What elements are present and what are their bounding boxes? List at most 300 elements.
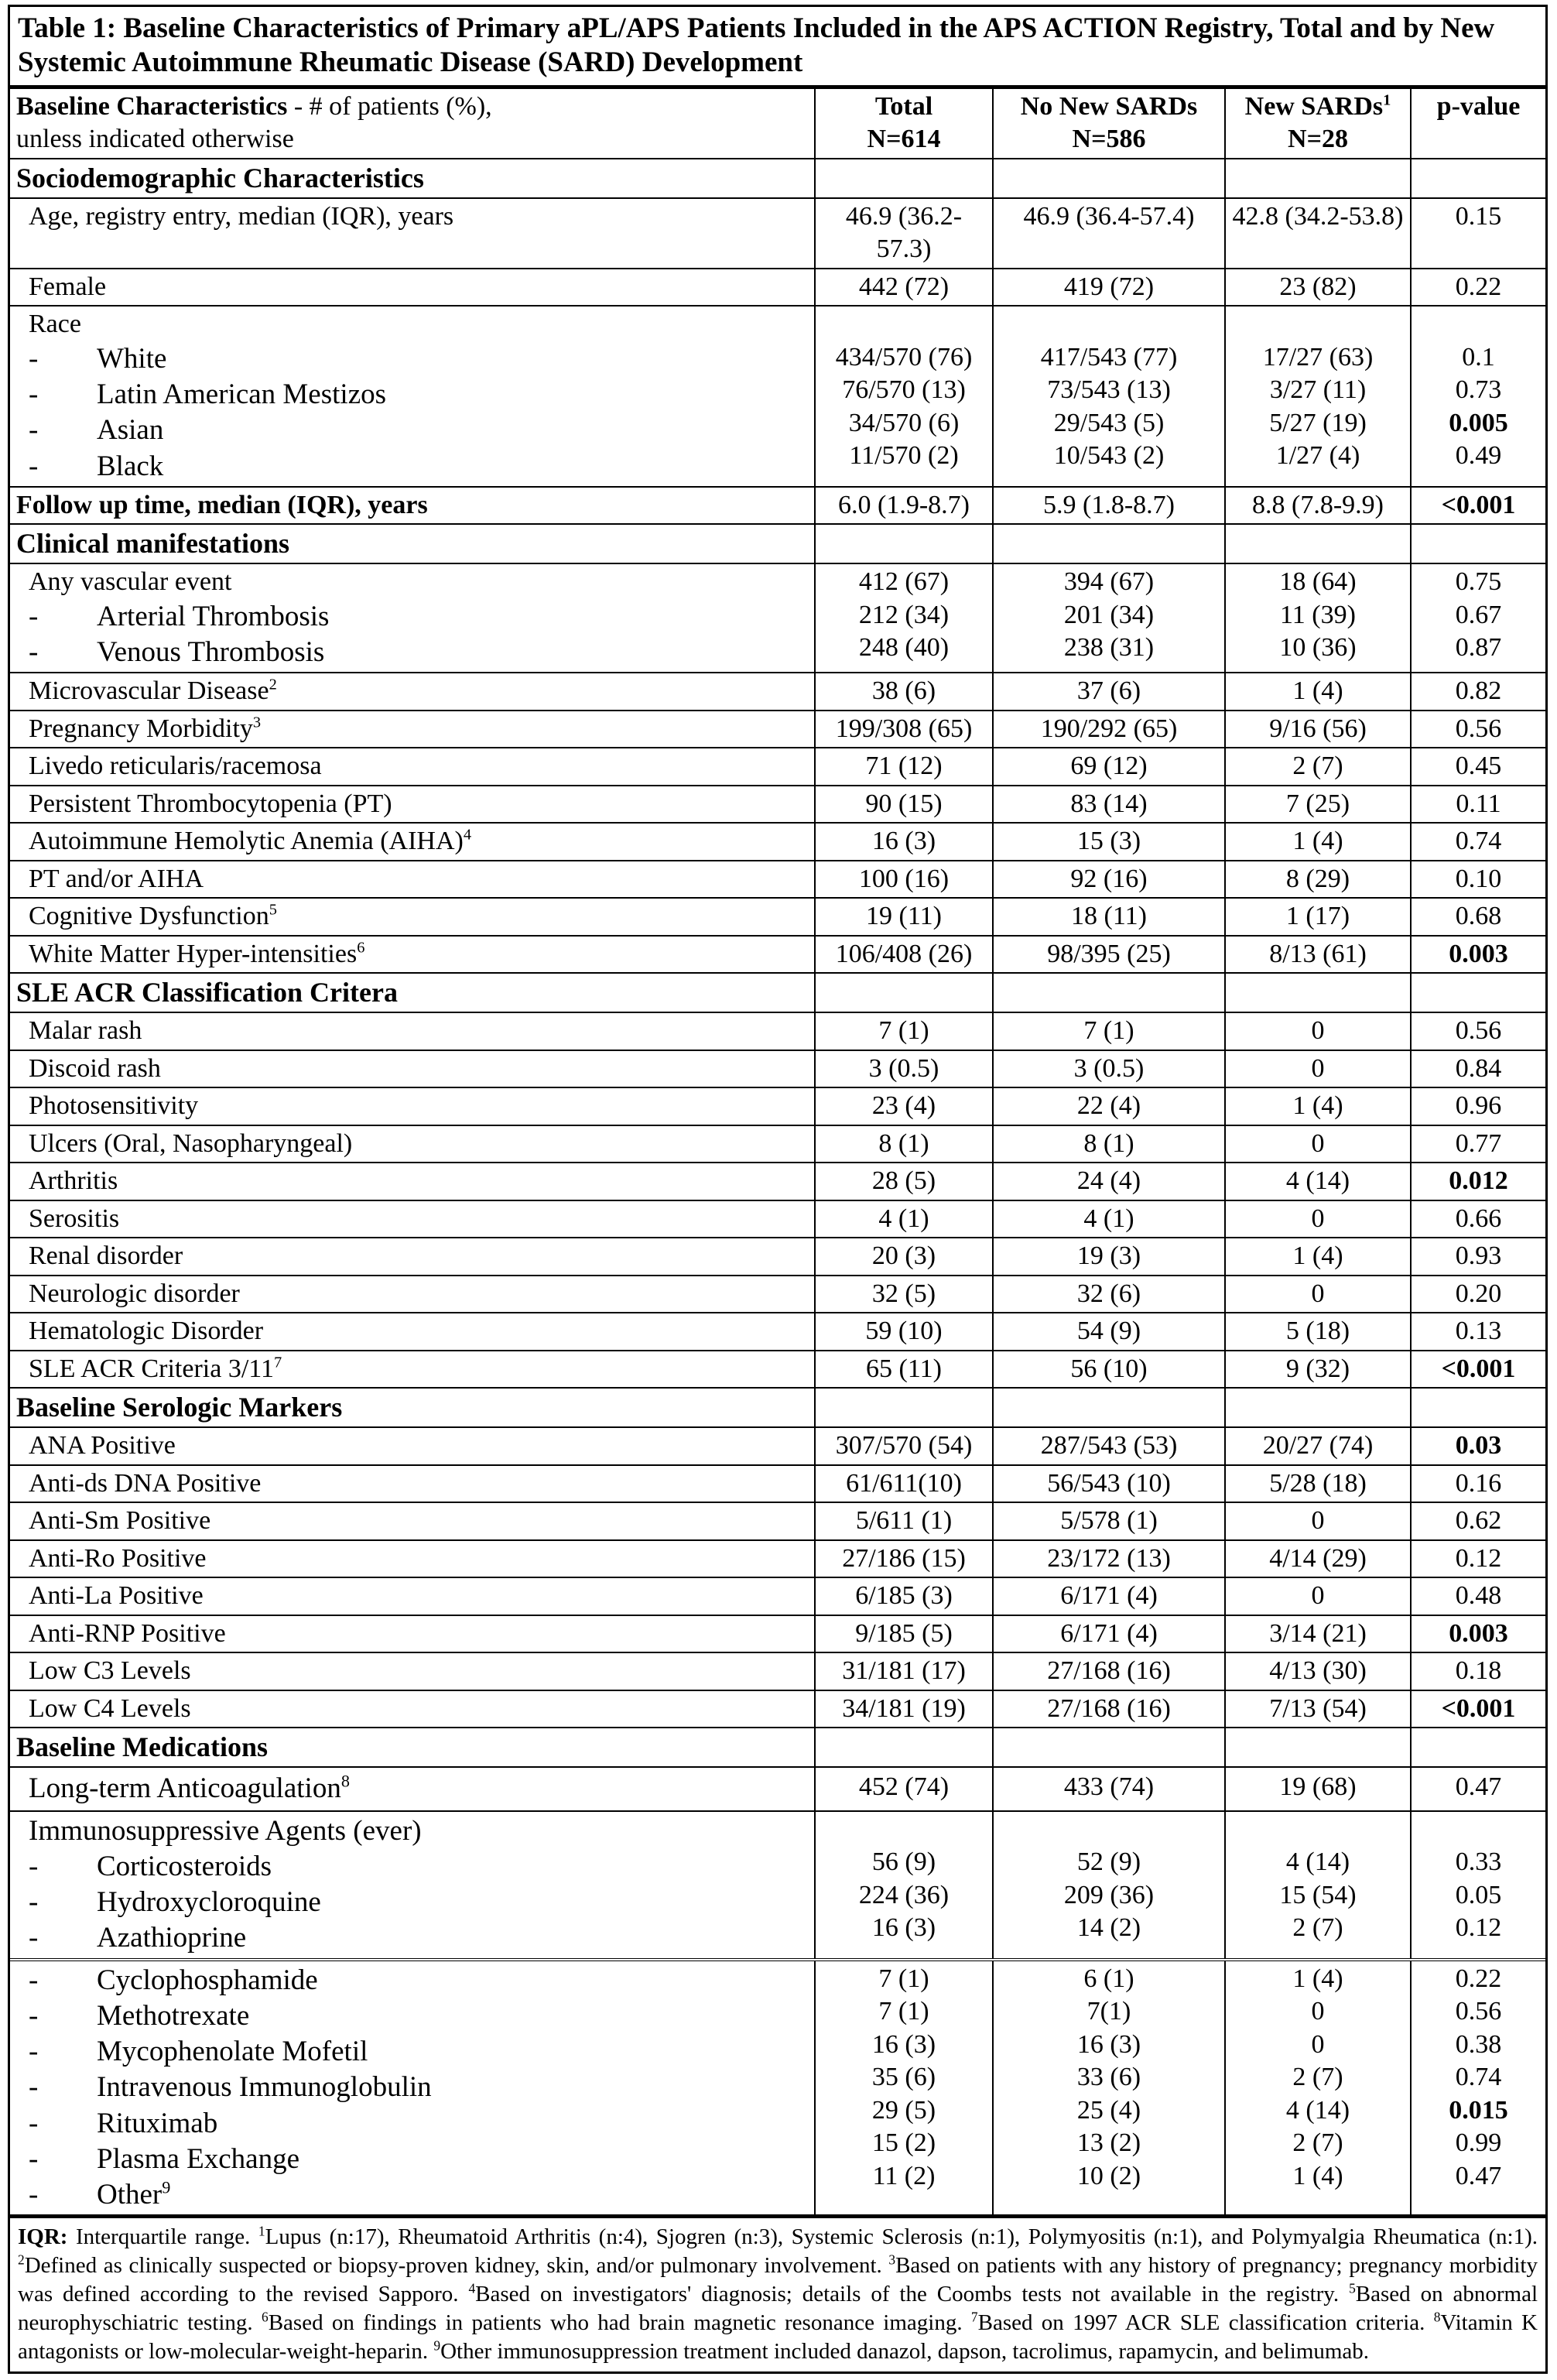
section-serologic: Baseline Serologic Markers (10, 1388, 815, 1427)
row-label-text: Asian (97, 414, 164, 447)
cell-no-new: 27/168 (16) (993, 1690, 1225, 1728)
footnote-mark: 4 (468, 2280, 476, 2296)
row-label-text: Low C3 Levels (29, 1656, 191, 1686)
cell-value: 1 (4) (1292, 2161, 1343, 2190)
cell-value: 1/27 (4) (1275, 441, 1360, 471)
cell-no-new: 419 (72) (993, 269, 1225, 306)
cell-no-new: 5.9 (1.8-8.7) (993, 487, 1225, 525)
section-medications: Baseline Medications (10, 1728, 815, 1767)
cell-no-new: 8 (1) (993, 1125, 1225, 1163)
header-total-label: Total (874, 91, 933, 121)
baseline-table (10, 87, 1545, 974)
footnote-term: IQR: (18, 2224, 68, 2250)
cell-total: 90 (15) (815, 786, 993, 824)
cell-value: 5/27 (19) (1269, 408, 1367, 437)
table-row (10, 861, 1545, 899)
row-label-text: Venous Thrombosis (97, 636, 325, 669)
cell-new: 1 (4) (1225, 1087, 1411, 1125)
cell-p-value: 0.22 (1411, 269, 1545, 306)
cell-no-new (993, 563, 1225, 673)
cell-new: 0 (1225, 1125, 1411, 1163)
cell-spacer (822, 1813, 986, 1847)
cell-total: 5/611 (1) (815, 1502, 993, 1540)
footnote-mark: 8 (340, 1771, 350, 1791)
table-row-race (10, 306, 1545, 487)
footnote-mark: 2 (18, 2252, 25, 2268)
cell-no-new: 18 (11) (993, 898, 1225, 936)
cell-p-value: 0.66 (1411, 1200, 1545, 1238)
cell-new: 20/27 (74) (1225, 1427, 1411, 1465)
cell-value: 16 (3) (871, 1913, 936, 1943)
group-heading: Race (29, 310, 81, 339)
cell-new: 23 (82) (1225, 269, 1411, 306)
cell-no-new: 3 (0.5) (993, 1050, 1225, 1088)
row-label-text: Other (97, 2179, 163, 2211)
cell-new: 2 (7) (1225, 748, 1411, 786)
row-label (10, 1577, 815, 1615)
cell-value: 2 (7) (1292, 2128, 1343, 2158)
cell-value: 73/543 (13) (1047, 375, 1171, 405)
cell-p-value: 0.10 (1411, 861, 1545, 899)
cell-spacer (1232, 1813, 1404, 1847)
cell-total: 3 (0.5) (815, 1050, 993, 1088)
sub-item (29, 1920, 808, 1956)
footnote-mark: 5 (269, 901, 277, 919)
cell-value: 15 (54) (1279, 1880, 1357, 1909)
cell-spacer (1418, 308, 1539, 341)
row-label (10, 563, 815, 673)
cell-p-value: 0.82 (1411, 673, 1545, 711)
row-label-text: Azathioprine (97, 1922, 247, 1954)
cell-value: 11 (39) (1280, 600, 1356, 629)
cell-total: 9/185 (5) (815, 1615, 993, 1653)
table-row (10, 711, 1545, 748)
footnote-text: Based on abnormal neurophyschiatric testing. (18, 2281, 1538, 2335)
cell-total: 61/611(10) (815, 1465, 993, 1503)
anticoag-label: Long-term Anticoagulation (29, 1772, 341, 1805)
row-label-text: Arterial Thrombosis (97, 600, 330, 632)
cell-p-value: <0.001 (1411, 1690, 1545, 1728)
cell-p-value: 0.47 (1411, 1767, 1545, 1810)
cell-no-new (993, 306, 1225, 487)
cell-value: 18 (64) (1279, 567, 1357, 597)
table-row (10, 1313, 1545, 1351)
table-row (10, 1200, 1545, 1238)
header-no-new-sards (993, 88, 1225, 159)
row-label (10, 1690, 815, 1728)
cell-p-value: 0.03 (1411, 1427, 1545, 1465)
table-row (10, 1502, 1545, 1540)
header-new-footnote-mark: 1 (1383, 91, 1391, 109)
cell-p-value: 0.012 (1411, 1163, 1545, 1200)
cell-total: 199/308 (65) (815, 711, 993, 748)
cell-p-value: 0.003 (1411, 1615, 1545, 1653)
sle-rows (10, 1012, 1545, 1388)
cell-total: 38 (6) (815, 673, 993, 711)
cell-value: 0.74 (1455, 2063, 1502, 2092)
cell-value: 209 (36) (1063, 1880, 1155, 1909)
sub-item (29, 1998, 808, 2034)
cell-new: 8.8 (7.8-9.9) (1225, 487, 1411, 525)
cell-value: 0.05 (1455, 1880, 1502, 1909)
footnote-text: Interquartile range. (67, 2224, 258, 2250)
cell-value: 201 (34) (1063, 600, 1155, 629)
cell-value: 0.005 (1449, 408, 1508, 437)
cell-value: 25 (4) (1076, 2095, 1141, 2125)
row-label (10, 1238, 815, 1276)
cell-total: 46.9 (36.2-57.3) (815, 198, 993, 269)
cell-value: 0.99 (1455, 2128, 1502, 2158)
cell-total: 23 (4) (815, 1087, 993, 1125)
cell-no-new: 69 (12) (993, 748, 1225, 786)
dash-marker: - (29, 2142, 39, 2175)
cell-total: 442 (72) (815, 269, 993, 306)
cell-value: 4 (14) (1285, 2095, 1350, 2125)
table-row (10, 1087, 1545, 1125)
cell-p-value: 0.13 (1411, 1313, 1545, 1351)
cell-new: 0 (1225, 1276, 1411, 1313)
cell-p-value: 0.16 (1411, 1465, 1545, 1503)
cell-value: 434/570 (76) (835, 342, 973, 372)
row-label-text: Autoimmune Hemolytic Anemia (AIHA) (29, 827, 464, 856)
cell-new: 5/28 (18) (1225, 1465, 1411, 1503)
cell-value: 224 (36) (858, 1880, 950, 1909)
cell-value: 0.015 (1449, 2095, 1508, 2125)
cell-new: 5 (18) (1225, 1313, 1411, 1351)
row-label (10, 1811, 815, 1960)
header-p-value: p-value (1411, 88, 1545, 159)
row-label-text: Anti-Ro Positive (29, 1543, 207, 1573)
cell-no-new: 15 (3) (993, 823, 1225, 861)
cell-total (815, 1960, 993, 2216)
dash-marker: - (29, 378, 39, 411)
cell-value: 76/570 (13) (842, 375, 966, 405)
cell-new (1225, 1960, 1411, 2216)
cell-no-new: 56 (10) (993, 1351, 1225, 1389)
cell-p-value (1411, 563, 1545, 673)
cell-value: 16 (3) (871, 2029, 936, 2059)
cell-no-new: 7 (1) (993, 1012, 1225, 1050)
footnote-text: Other immunosuppression treatment included danazol, dapson, tacrolimus, rapamycin, and belimumab. (440, 2338, 1370, 2364)
cell-no-new: 98/395 (25) (993, 936, 1225, 974)
row-label (10, 1615, 815, 1653)
cell-new: 4/13 (30) (1225, 1652, 1411, 1690)
table-row-vascular (10, 563, 1545, 673)
row-label-text: Renal disorder (29, 1241, 183, 1271)
cell-value: 11 (2) (872, 2161, 936, 2190)
sub-item (29, 377, 808, 413)
header-row (10, 88, 1545, 159)
cell-no-new: 32 (6) (993, 1276, 1225, 1313)
footnote-mark: 2 (269, 676, 277, 693)
cell-new (1225, 1811, 1411, 1960)
row-label (10, 1351, 815, 1389)
cell-total: 28 (5) (815, 1163, 993, 1200)
header-no-new-n: N=586 (1072, 125, 1146, 154)
cell-no-new: 54 (9) (993, 1313, 1225, 1351)
dash-marker: - (29, 1922, 39, 1954)
row-label-text: White (97, 342, 167, 375)
row-label-text: Malar rash (29, 1016, 142, 1046)
cell-value: 11/570 (2) (849, 441, 959, 471)
cell-value: 13 (2) (1076, 2128, 1141, 2158)
row-label-text: Rituximab (97, 2107, 218, 2139)
row-label (10, 1313, 815, 1351)
cell-no-new: 19 (3) (993, 1238, 1225, 1276)
cell-total: 59 (10) (815, 1313, 993, 1351)
row-label-text: Black (97, 450, 164, 482)
row-label (10, 1960, 815, 2216)
cell-value: 417/543 (77) (1040, 342, 1178, 372)
table-row (10, 1276, 1545, 1313)
dash-marker: - (29, 1964, 39, 1996)
section-sle: SLE ACR Classification Critera (10, 973, 815, 1012)
cell-no-new: 92 (16) (993, 861, 1225, 899)
sub-item (29, 599, 808, 635)
table-row (10, 1615, 1545, 1653)
section-row (10, 1728, 1545, 1767)
cell-total: 65 (11) (815, 1351, 993, 1389)
cell-value: 0.67 (1455, 600, 1502, 629)
header-characteristics-rest: - # of patients (%), (287, 91, 492, 121)
cell-new: 3/14 (21) (1225, 1615, 1411, 1653)
table-title: Table 1: Baseline Characteristics of Primary aPL/APS Patients Included in the APS ACTION Registry, Total and by New Systemic Autoimmune Rheumatic Disease (SARD) Development (10, 7, 1545, 87)
dash-marker: - (29, 1999, 39, 2032)
table-row (10, 1125, 1545, 1163)
cell-no-new: 27/168 (16) (993, 1652, 1225, 1690)
row-label-text: Photosensitivity (29, 1091, 199, 1121)
cell-value: 35 (6) (871, 2063, 936, 2092)
footnote-text: Based on findings in patients who had brain magnetic resonance imaging. (268, 2310, 971, 2335)
row-label (10, 1767, 815, 1810)
header-characteristics-line2: unless indicated otherwise (16, 125, 294, 154)
cell-p-value: 0.96 (1411, 1087, 1545, 1125)
footnote-mark: 7 (970, 2309, 978, 2325)
cell-p-value: <0.001 (1411, 487, 1545, 525)
row-label-text: Plasma Exchange (97, 2142, 299, 2175)
cell-new (1225, 306, 1411, 487)
dash-marker: - (29, 600, 39, 632)
row-label (10, 1087, 815, 1125)
row-label (10, 1050, 815, 1088)
dash-marker: - (29, 414, 39, 447)
baseline-table-cont (10, 972, 1545, 2216)
cell-value: 0.12 (1455, 1913, 1502, 1943)
cell-new: 1 (4) (1225, 673, 1411, 711)
row-label-text: Persistent Thrombocytopenia (PT) (29, 789, 392, 818)
cell-p-value: 0.18 (1411, 1652, 1545, 1690)
sub-item (29, 2106, 808, 2142)
header-no-new-label: No New SARDs (1020, 91, 1198, 121)
row-label (10, 1163, 815, 1200)
cell-total: 16 (3) (815, 823, 993, 861)
cell-value: 0.33 (1455, 1847, 1502, 1877)
cell-p-value: 0.84 (1411, 1050, 1545, 1088)
row-label-text: ANA Positive (29, 1431, 176, 1461)
cell-total: 8 (1) (815, 1125, 993, 1163)
footnote-mark: 4 (463, 826, 472, 844)
table-row (10, 1465, 1545, 1503)
cell-value: 0.22 (1455, 1964, 1502, 1993)
cell-value: 0.1 (1462, 342, 1495, 372)
table-row (10, 1540, 1545, 1578)
cell-p-value: 0.56 (1411, 1012, 1545, 1050)
cell-spacer (1232, 308, 1404, 341)
row-label-text: Hydroxycloroquine (97, 1886, 321, 1919)
cell-new: 7/13 (54) (1225, 1690, 1411, 1728)
row-label-text: Corticosteroids (97, 1850, 272, 1882)
cell-value: 4 (14) (1285, 1847, 1350, 1877)
cell-total: 4 (1) (815, 1200, 993, 1238)
cell-new: 19 (68) (1225, 1767, 1411, 1810)
cell-new: 0 (1225, 1050, 1411, 1088)
cell-new: 1 (4) (1225, 1238, 1411, 1276)
cell-no-new: 56/543 (10) (993, 1465, 1225, 1503)
footnote-text: Based on patients with any history of pregnancy; pregnancy morbidity was defined according to the revised Sapporo. (18, 2253, 1538, 2306)
cell-total: 34/181 (19) (815, 1690, 993, 1728)
header-new-label: New SARDs (1244, 91, 1384, 121)
cell-no-new: 287/543 (53) (993, 1427, 1225, 1465)
footnote-mark: 5 (1349, 2280, 1356, 2296)
cell-p-value: <0.001 (1411, 1351, 1545, 1389)
sub-item (29, 635, 808, 670)
cell-spacer (822, 308, 986, 341)
row-label (10, 1652, 815, 1690)
footnote-mark: 6 (357, 939, 365, 957)
cell-new: 4/14 (29) (1225, 1540, 1411, 1578)
cell-value: 7 (1) (878, 1997, 929, 2026)
cell-total: 71 (12) (815, 748, 993, 786)
row-label (10, 1427, 815, 1465)
row-label (10, 1465, 815, 1503)
footnote-mark: 3 (888, 2252, 896, 2268)
dash-marker: - (29, 2036, 39, 2068)
table-row (10, 1690, 1545, 1728)
sub-item (29, 2142, 808, 2177)
cell-no-new (993, 1960, 1225, 2216)
cell-new (1225, 563, 1411, 673)
dash-marker: - (29, 450, 39, 482)
dash-marker: - (29, 342, 39, 375)
table-row (10, 1163, 1545, 1200)
cell-total: 6/185 (3) (815, 1577, 993, 1615)
cell-value: 3/27 (11) (1269, 375, 1367, 405)
cell-value: 2 (7) (1292, 2063, 1343, 2092)
row-label (10, 711, 815, 748)
row-label-text: Anti-ds DNA Positive (29, 1468, 262, 1498)
row-label-text: PT and/or AIHA (29, 864, 204, 893)
header-total-n: N=614 (867, 125, 941, 154)
table-row-immuno-2 (10, 1960, 1545, 2216)
footnote-mark: 8 (1433, 2309, 1441, 2325)
cell-p-value: 0.77 (1411, 1125, 1545, 1163)
row-label-text: Discoid rash (29, 1053, 161, 1083)
row-label (10, 1200, 815, 1238)
footnote-mark: 9 (433, 2337, 441, 2353)
cell-new: 0 (1225, 1200, 1411, 1238)
cell-no-new: 6/171 (4) (993, 1615, 1225, 1653)
cell-p-value (1411, 306, 1545, 487)
footnote-text: Vitamin K antagonists or low-molecular-weight-heparin. (18, 2310, 1538, 2364)
cell-spacer (1000, 308, 1218, 341)
row-label-text: Hematologic Disorder (29, 1317, 264, 1346)
footnote-mark: 7 (274, 1354, 282, 1371)
section-row (10, 524, 1545, 563)
cell-no-new (993, 1811, 1225, 1960)
cell-total (815, 563, 993, 673)
cell-value: 394 (67) (1063, 567, 1155, 597)
footnote-mark: 3 (252, 714, 262, 731)
sub-item (29, 449, 808, 485)
row-label (10, 1502, 815, 1540)
footnote-text: Based on 1997 ACR SLE classification criteria. (977, 2310, 1434, 2335)
table-row (10, 1238, 1545, 1276)
row-label-text: Anti-RNP Positive (29, 1618, 226, 1648)
cell-new: 8 (29) (1225, 861, 1411, 899)
row-label-text: Pregnancy Morbidity (29, 714, 253, 743)
header-new-n: N=28 (1288, 125, 1348, 154)
cell-value: 0.73 (1455, 375, 1502, 405)
section-sociodemographic: Sociodemographic Characteristics (10, 159, 815, 198)
row-label (10, 1540, 815, 1578)
cell-p-value: 0.93 (1411, 1238, 1545, 1276)
cell-value: 238 (31) (1063, 633, 1155, 663)
sero-rows (10, 1427, 1545, 1728)
sub-item (29, 1885, 808, 1920)
section-row (10, 973, 1545, 1012)
cell-value: 15 (2) (871, 2128, 936, 2158)
row-label-text: Mycophenolate Mofetil (97, 2036, 368, 2068)
row-label: Female (10, 269, 815, 306)
row-label (10, 673, 815, 711)
row-label (10, 306, 815, 487)
cell-value: 14 (2) (1076, 1913, 1141, 1943)
cell-total: 6.0 (1.9-8.7) (815, 487, 993, 525)
row-label-text: Arthritis (29, 1166, 118, 1196)
cell-value: 29/543 (5) (1053, 408, 1165, 437)
age-label: Age, registry entry, median (IQR), years (29, 201, 454, 231)
row-label-text: Neurologic disorder (29, 1279, 240, 1308)
cell-new: 1 (4) (1225, 823, 1411, 861)
row-label: Follow up time, median (IQR), years (10, 487, 815, 525)
cell-p-value (1411, 1960, 1545, 2216)
cell-value: 56 (9) (871, 1847, 936, 1877)
header-new-sards (1225, 88, 1411, 159)
cell-no-new: 6/171 (4) (993, 1577, 1225, 1615)
table-body (10, 159, 1545, 673)
row-label-text: Latin American Mestizos (97, 378, 387, 411)
cell-total: 20 (3) (815, 1238, 993, 1276)
cell-new: 1 (17) (1225, 898, 1411, 936)
sub-item (29, 2034, 808, 2070)
header-characteristics-label: Baseline Characteristics (16, 91, 288, 121)
footnote-mark: 1 (258, 2223, 265, 2239)
cell-value: 412 (67) (858, 567, 950, 597)
row-label-text: Anti-Sm Positive (29, 1506, 211, 1536)
dash-marker: - (29, 1886, 39, 1919)
cell-total: 7 (1) (815, 1012, 993, 1050)
cell-value: 0 (1311, 1997, 1325, 2026)
cell-value: 10/543 (2) (1053, 441, 1165, 471)
cell-no-new: 37 (6) (993, 673, 1225, 711)
cell-value: 34/570 (6) (848, 408, 960, 437)
dash-marker: - (29, 636, 39, 669)
cell-value: 248 (40) (858, 633, 950, 663)
cell-total: 307/570 (54) (815, 1427, 993, 1465)
dash-marker: - (29, 1850, 39, 1882)
dash-marker: - (29, 2107, 39, 2139)
cell-value: 0.87 (1455, 633, 1502, 663)
